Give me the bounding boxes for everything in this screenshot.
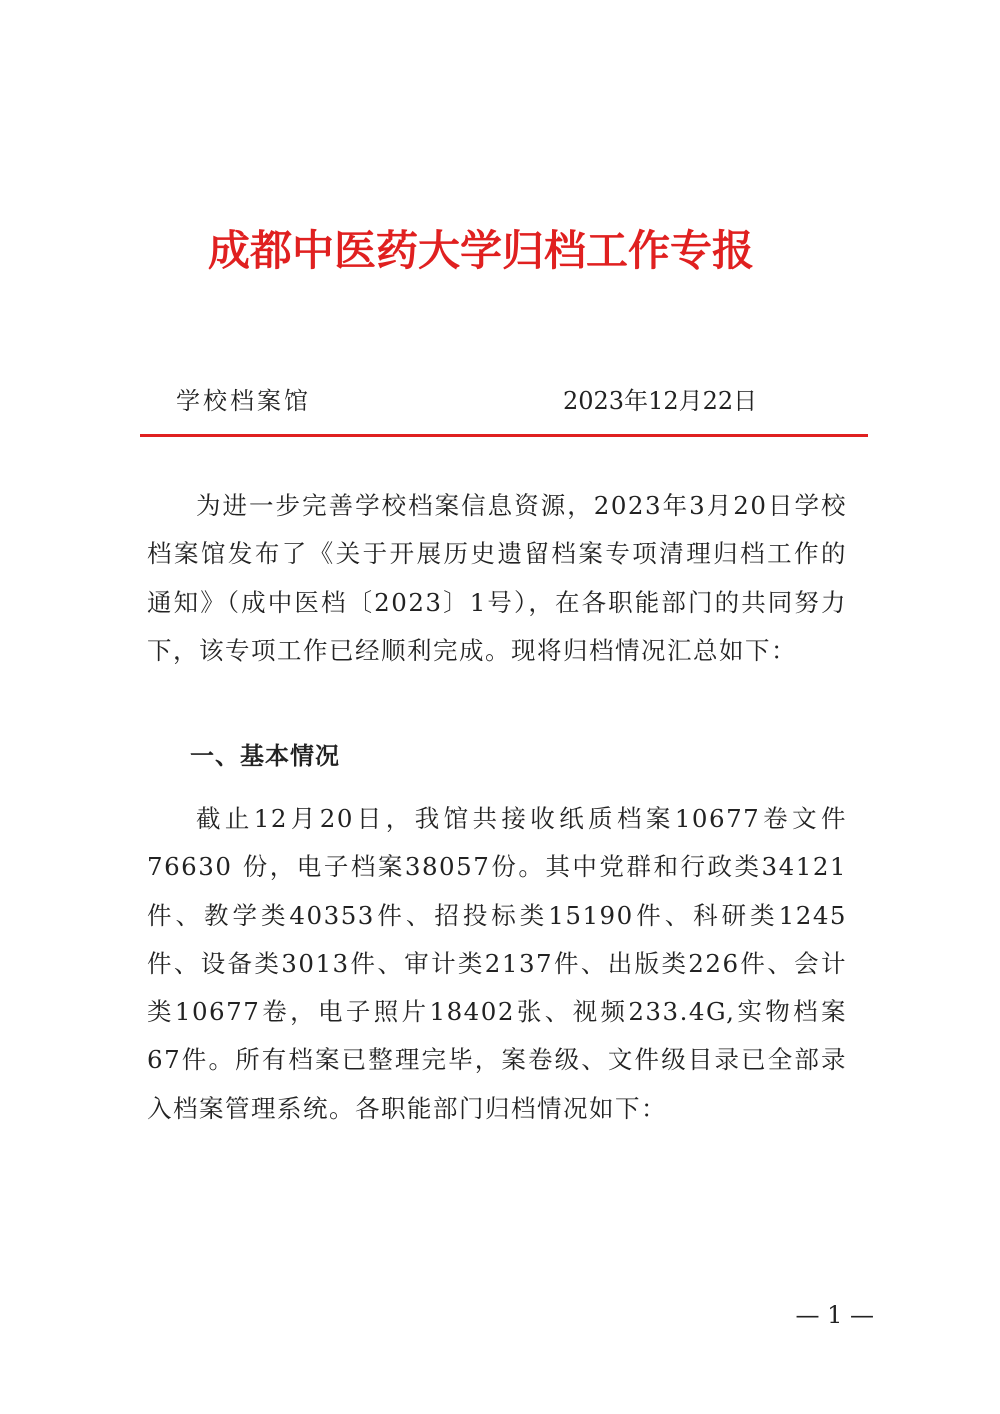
section-heading: 一、基本情况 xyxy=(190,742,340,770)
header-divider xyxy=(140,434,868,437)
issuing-organization: 学校档案馆 xyxy=(176,387,311,415)
intro-paragraph: 为进一步完善学校档案信息资源，2023年3月20日学校档案馆发布了《关于开展历史遗留档案专项清理归档工作的通知》（成中医档〔2023〕1号），在各职能部门的共同努力下，该专项工作已经顺利完成。现将归档情况汇总如下： xyxy=(147,491,847,665)
page-number: — 1 — xyxy=(795,1301,874,1329)
issue-date: 2023年12月22日 xyxy=(563,387,758,415)
basic-situation-paragraph: 截止12月20日，我馆共接收纸质档案10677卷文件76630 份，电子档案38057份。其中党群和行政类34121件、教学类40353件、招投标类15190件、科研类1245件、设备类3013件、审计类2137件、出版类226件、会计类10677卷，电子照片18402张、视频233.4G,实物档案67件。所有档案已整理完毕，案卷级、文件级目录已全部录入档案管理系统。各职能部门归档情况如下： xyxy=(147,804,847,1123)
document-title: 成都中医药大学归档工作专报 xyxy=(207,226,754,275)
